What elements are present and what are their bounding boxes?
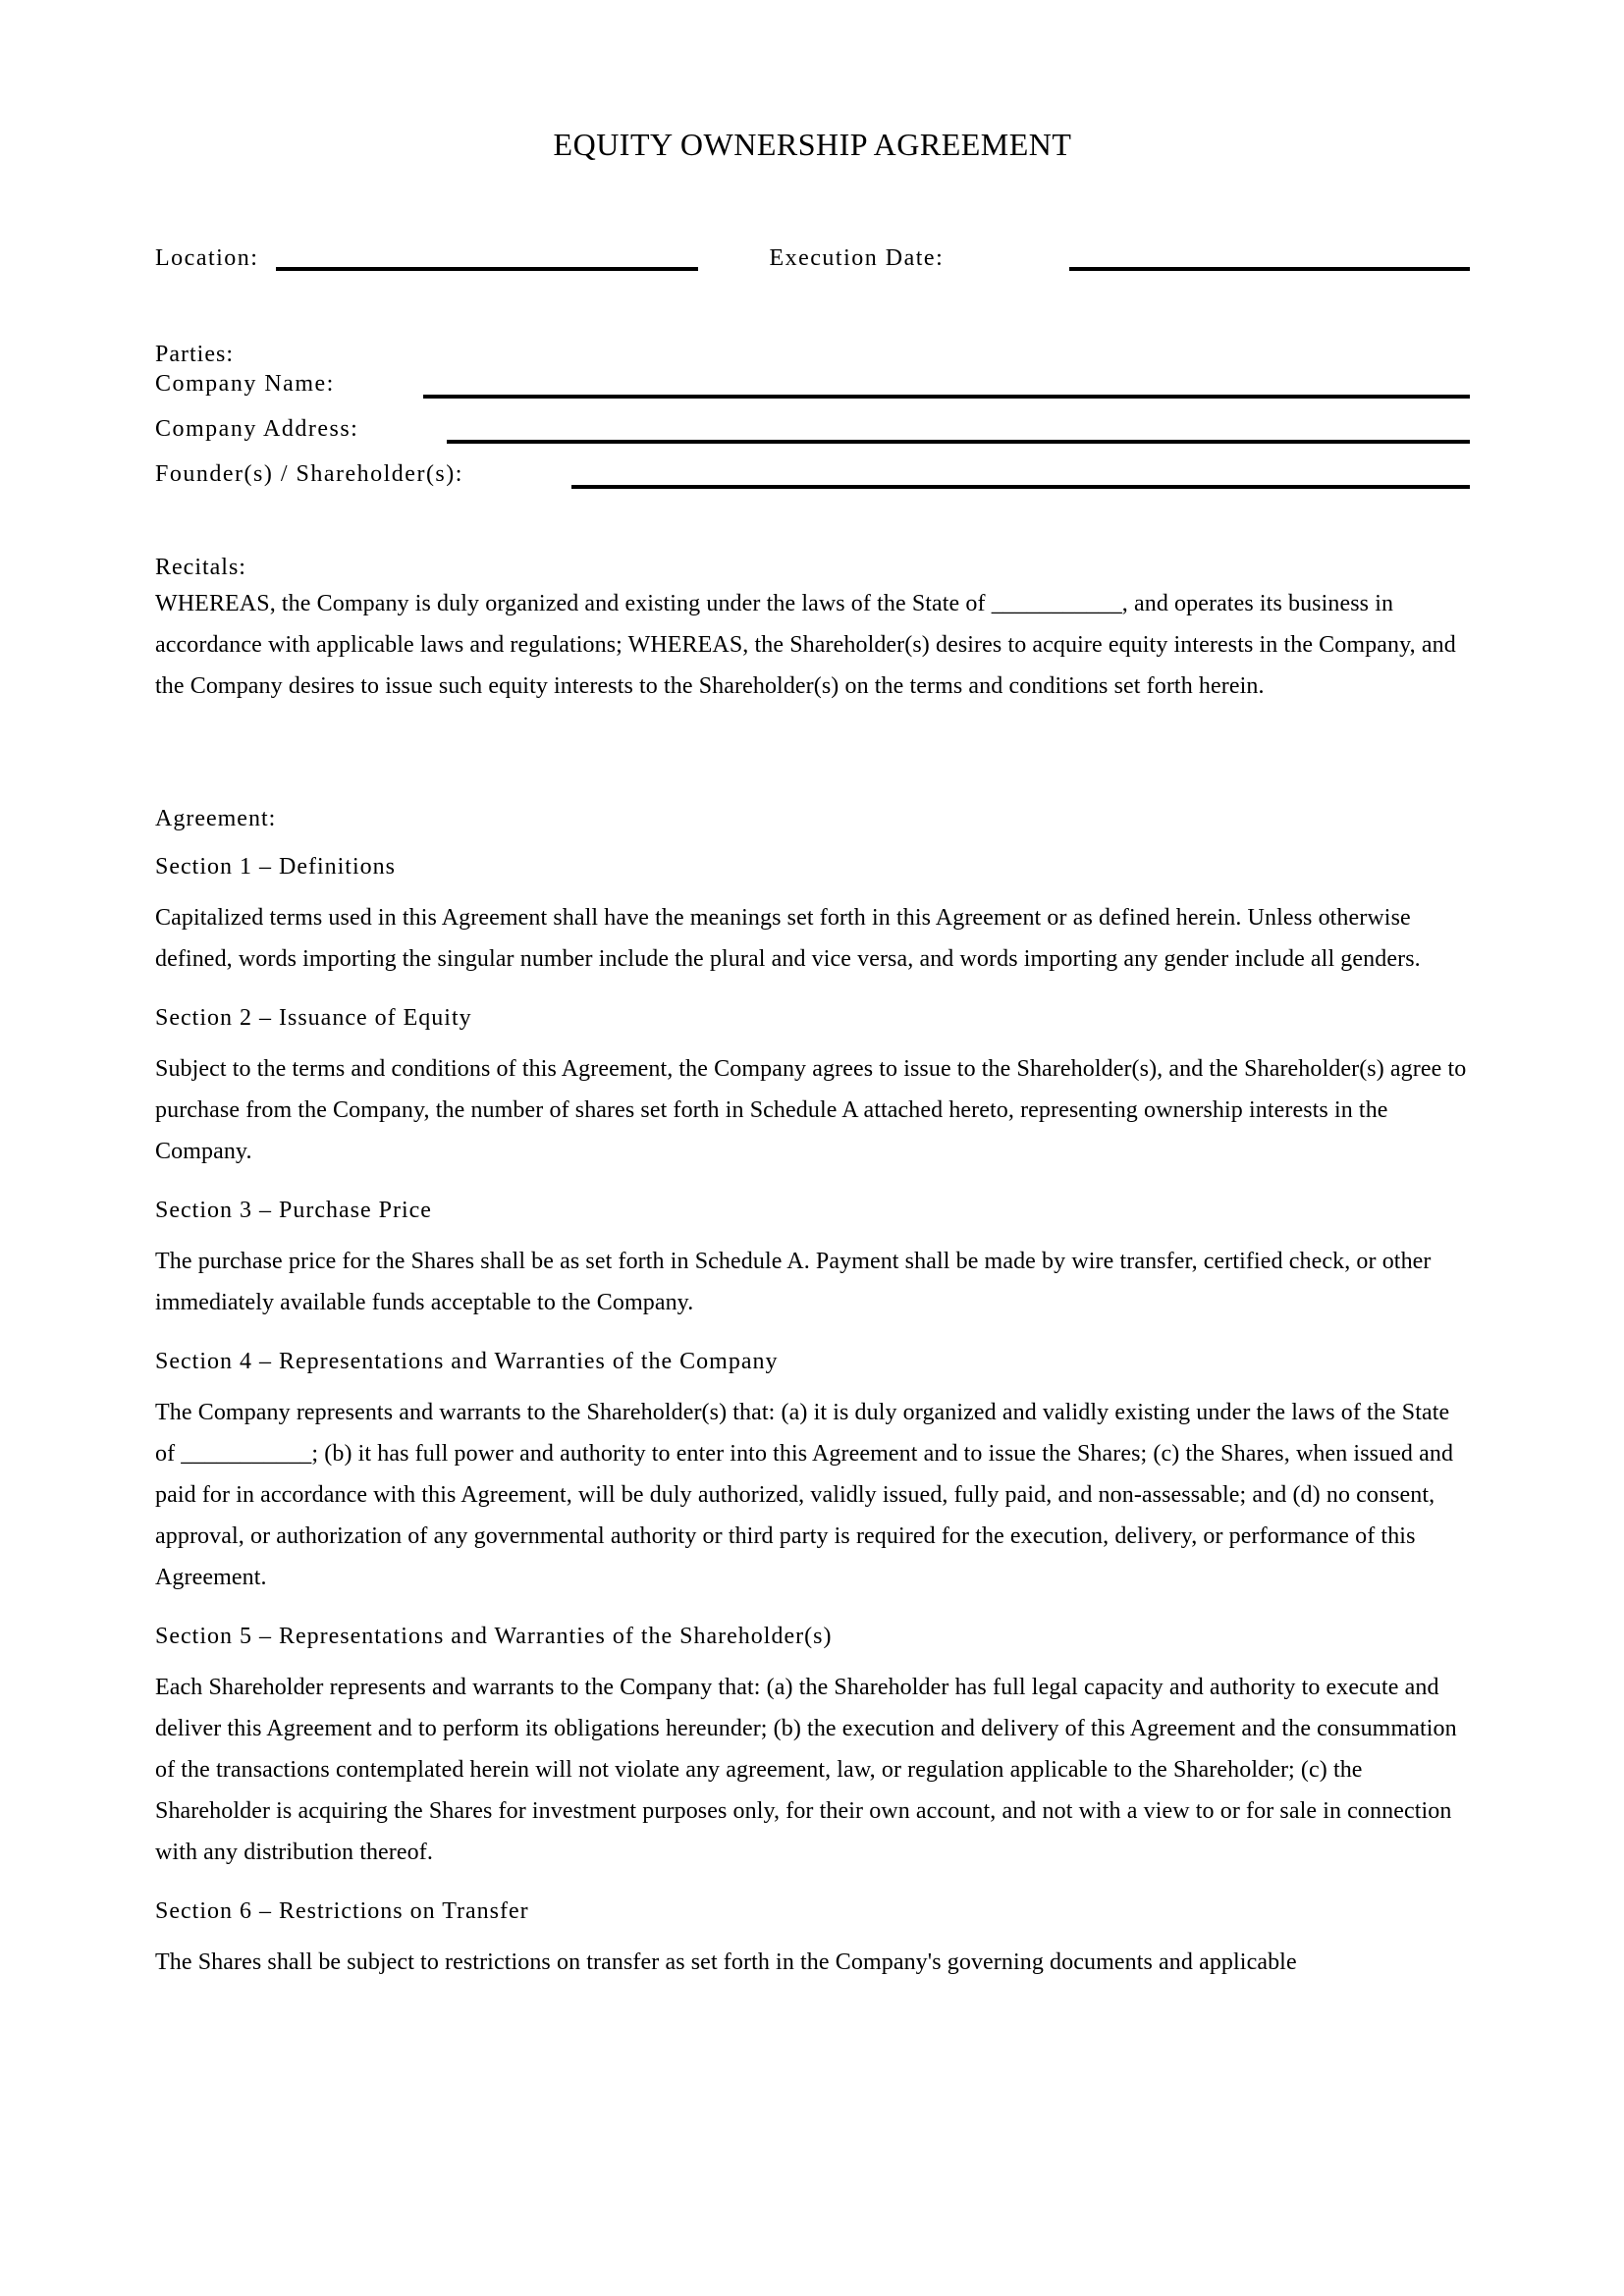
agreement-heading: Agreement: <box>155 806 277 831</box>
document-title: EQUITY OWNERSHIP AGREEMENT <box>553 127 1072 162</box>
execution-date-blank-line[interactable] <box>1069 267 1470 271</box>
location-label: Location: <box>155 245 259 271</box>
section-5-paragraph: Each Shareholder represents and warrants to the Company that: (a) the Shareholder has full legal capacity and authority to execute and deliver this Agreement and to perform its obligations hereunder; (b) the execution and delivery of this Agreement and the consummation of the transactions contemplated herein will not violate any agreement, law, or regulation applicable to the Shareholder; (c) the Shareholder is acquiring the Shares for investment purposes only, for their own account, and not with a view to or for sale in connection with any distribution thereof. <box>155 1675 1457 1865</box>
section-3-purchase-price <box>155 1196 1470 1323</box>
section-4-company-reps-warranties <box>155 1347 1470 1598</box>
company-address-label: Company Address: <box>155 416 359 442</box>
section-2-issuance-of-equity <box>155 1003 1470 1172</box>
company-address-blank-line[interactable] <box>447 440 1470 444</box>
section-4-paragraph: The Company represents and warrants to the Shareholder(s) that: (a) it is duly organized and validly existing under the laws of the State of ___________; (b) it has full power and authority to enter into this Agreement and to issue the Shares; (c) the Shares, when issued and paid for in accordance with this Agreement, will be duly authorized, validly issued, fully paid, and non-assessable; and (d) no consent, approval, or authorization of any governmental authority or third party is required for the execution, delivery, or performance of this Agreement. <box>155 1400 1454 1590</box>
location-blank-line[interactable] <box>276 267 698 271</box>
founders-shareholders-blank-line[interactable] <box>571 485 1470 489</box>
section-1-title: Section 1 – Definitions <box>155 854 396 880</box>
company-address-row <box>155 414 1470 444</box>
section-3-title: Section 3 – Purchase Price <box>155 1198 432 1223</box>
section-2-paragraph: Subject to the terms and conditions of this Agreement, the Company agrees to issue to the Shareholder(s), and the Shareholder(s) agree to purchase from the Company, the number of shares set forth in Schedule A attached hereto, representing ownership interests in the Company. <box>155 1056 1467 1164</box>
section-6-restrictions-on-transfer <box>155 1896 1470 1983</box>
section-6-title: Section 6 – Restrictions on Transfer <box>155 1898 529 1924</box>
section-2-title: Section 2 – Issuance of Equity <box>155 1005 472 1031</box>
section-5-shareholder-reps-warranties <box>155 1622 1470 1873</box>
company-name-blank-line[interactable] <box>423 395 1470 399</box>
section-3-paragraph: The purchase price for the Shares shall be as set forth in Schedule A. Payment shall be made by wire transfer, certified check, or other immediately available funds acceptable to the Company. <box>155 1249 1432 1315</box>
recitals-paragraph: WHEREAS, the Company is duly organized and existing under the laws of the State of ___________, and operates its business in accordance with applicable laws and regulations; WHEREAS, the Shareholder(s) desires to acquire equity interests in the Company, and the Company desires to issue such equity interests to the Shareholder(s) on the terms and conditions set forth herein. <box>155 591 1456 699</box>
section-4-title: Section 4 – Representations and Warranties of the Company <box>155 1349 779 1374</box>
company-name-label: Company Name: <box>155 371 335 397</box>
execution-date-label: Execution Date: <box>769 245 945 271</box>
recitals-heading: Recitals: <box>155 555 246 580</box>
founders-row <box>155 459 1470 489</box>
company-name-row <box>155 369 1470 399</box>
section-6-paragraph: The Shares shall be subject to restrictions on transfer as set forth in the Company's governing documents and applicable <box>155 1949 1297 1975</box>
section-5-title: Section 5 – Representations and Warranties of the Shareholder(s) <box>155 1624 833 1649</box>
parties-heading: Parties: <box>155 342 234 367</box>
founders-shareholders-label: Founder(s) / Shareholder(s): <box>155 461 463 487</box>
section-1-paragraph: Capitalized terms used in this Agreement shall have the meanings set forth in this Agreement or as defined herein. Unless otherwise defined, words importing the singular number include the plural and vice versa, and words importing any gender include all genders. <box>155 905 1421 972</box>
section-1-definitions <box>155 852 1470 980</box>
location-date-row <box>155 243 1470 273</box>
